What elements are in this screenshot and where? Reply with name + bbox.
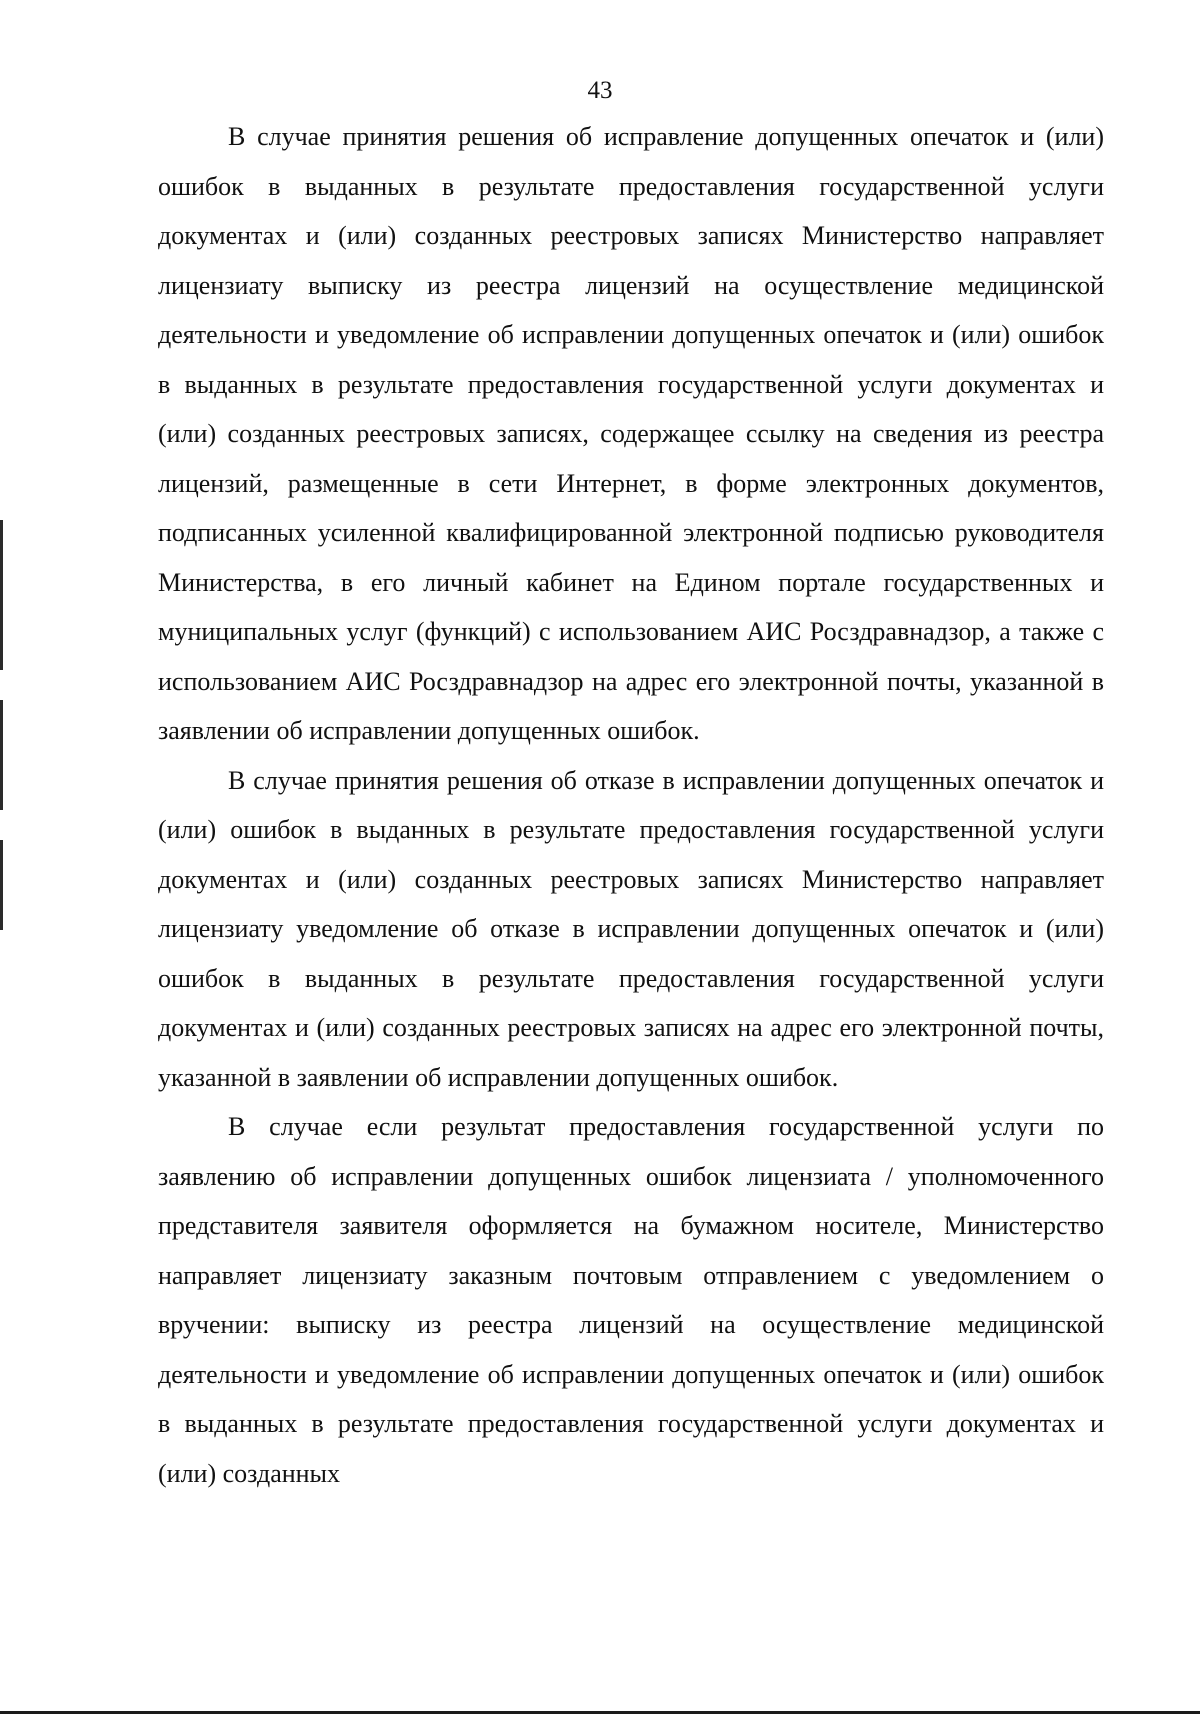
paragraph-1: В случае принятия решения об исправление допущенных опечаток и (или) ошибок в выданных в результате предоставления государственной услуги документах и (или) созданных реестровых записях Министерство направляет лицензиату выписку из реестра лицензий на осуществление медицинской деятельности и уведомление об исправлении допущенных опечаток и (или) ошибок в выданных в результате предоставления государственной услуги документах и (или) созданных реестровых записях, содержащее ссылку на сведения из реестра лицензий, размещенные в сети Интернет, в форме электронных документов, подписанных усиленной квалифицированной электронной подписью руководителя Министерства, в его личный кабинет на Едином портале государственных и муниципальных услуг (функций) с использованием АИС Росздравнадзор, а также с использованием АИС Росздравнадзор на адрес его электронной почты, указанной в заявлении об исправлении допущенных ошибок.	[158, 122, 1104, 745]
page-number: 43	[587, 77, 613, 104]
document-body	[158, 112, 1104, 1498]
scan-edge-mark	[0, 520, 3, 670]
scan-edge-mark	[0, 840, 3, 930]
scan-edge-mark	[0, 700, 3, 810]
paragraph-2: В случае принятия решения об отказе в исправлении допущенных опечаток и (или) ошибок в выданных в результате предоставления государственной услуги документах и (или) созданных реестровых записях Министерство направляет лицензиату уведомление об отказе в исправлении допущенных опечаток и (или) ошибок в выданных в результате предоставления государственной услуги документах и (или) созданных реестровых записях на адрес его электронной почты, указанной в заявлении об исправлении допущенных ошибок.	[158, 765, 1104, 1092]
paragraph-3: В случае если результат предоставления государственной услуги по заявлению об исправлении допущенных ошибок лицензиата / уполномоченного представителя заявителя оформляется на бумажном носителе, Министерство направляет лицензиату заказным почтовым отправлением с уведомлением о вручении: выписку из реестра лицензий на осуществление медицинской деятельности и уведомление об исправлении допущенных опечаток и (или) ошибок в выданных в результате предоставления государственной услуги документах и (или) созданных	[158, 1112, 1104, 1488]
